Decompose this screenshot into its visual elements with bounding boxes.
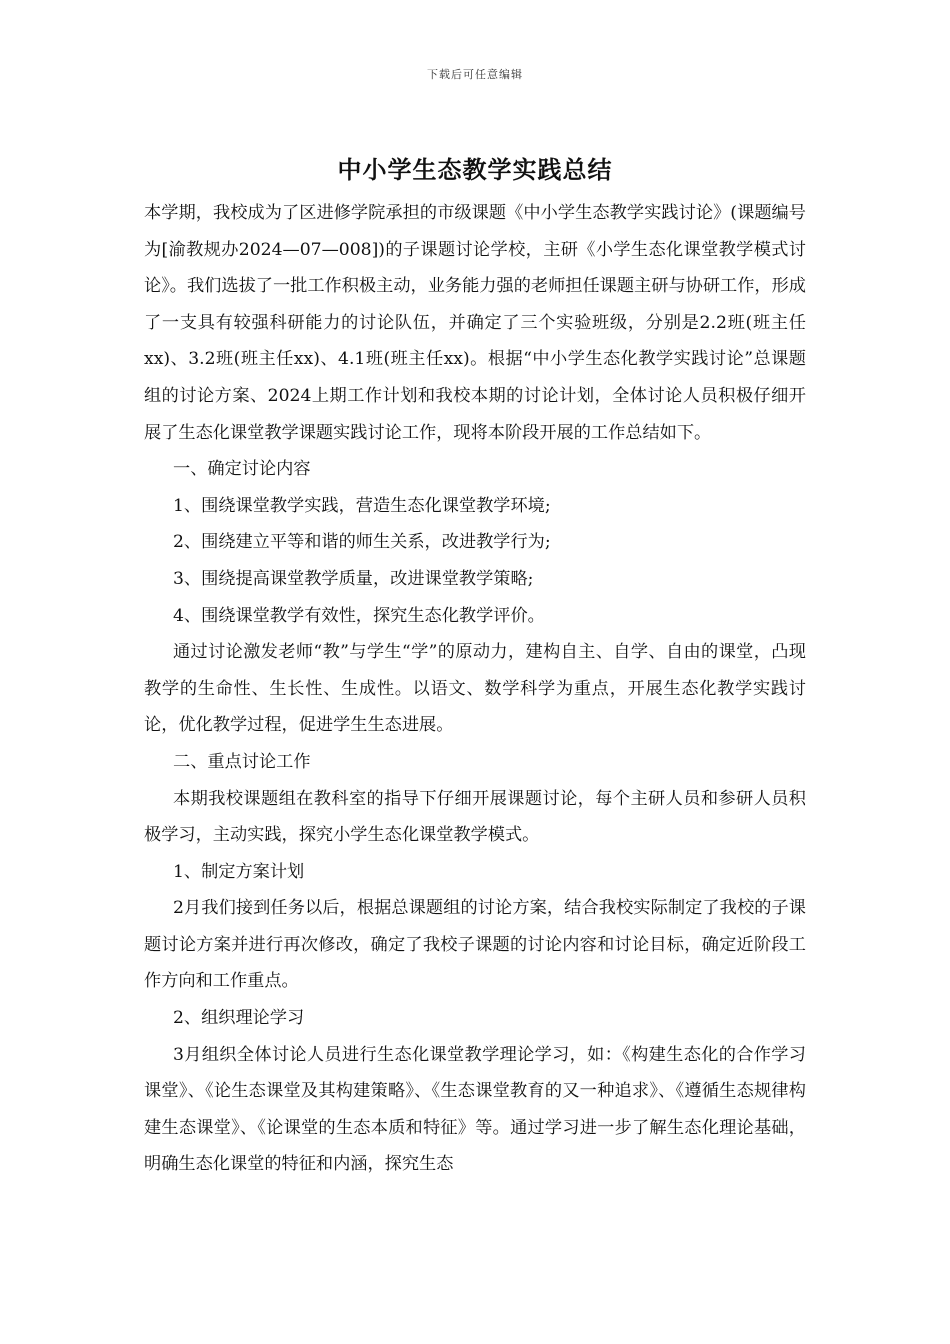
subsection-heading: 1、制定方案计划	[173, 861, 305, 882]
document-body	[144, 195, 806, 1183]
list-item: 3、围绕提高课堂教学质量，改进课堂教学策略;	[173, 568, 534, 589]
list-item: 2、围绕建立平等和谐的师生关系，改进教学行为;	[173, 532, 551, 553]
body-paragraph: 3月组织全体讨论人员进行生态化课堂教学理论学习，如：《构建生态化的合作学习课堂》、《论生态课堂及其构建策略》、《生态课堂教育的又一种追求》、《遵循生态规律构建生态课堂》、《论课堂的生态本质和特征》等。通过学习进一步了解生态化理论基础，明确生态化课堂的特征和内涵，探究生态	[144, 1044, 806, 1175]
body-paragraph: 2月我们接到任务以后，根据总课题组的讨论方案，结合我校实际制定了我校的子课题讨论方案并进行再次修改，确定了我校子课题的讨论内容和讨论目标，确定近阶段工作方向和工作重点。	[144, 898, 806, 992]
document-title: 中小学生态教学实践总结	[337, 155, 613, 184]
body-paragraph: 通过讨论激发老师“教”与学生“学”的原动力，建构自主、自学、自由的课堂，凸现教学的生命性、生长性、生成性。以语文、数学科学为重点，开展生态化教学实践讨论，优化教学过程，促进学生生态进展。	[144, 642, 806, 736]
header-note: 下载后可任意编辑	[427, 68, 523, 81]
subsection-heading: 2、组织理论学习	[173, 1008, 305, 1029]
section-heading-2: 二、重点讨论工作	[173, 751, 311, 772]
list-item: 1、围绕课堂教学实践，营造生态化课堂教学环境;	[173, 495, 551, 516]
list-item: 4、围绕课堂教学有效性，探究生态化教学评价。	[173, 605, 545, 626]
intro-paragraph: 本学期，我校成为了区进修学院承担的市级课题《中小学生态教学实践讨论》(课题编号为[渝教规办2024—07—008])的子课题讨论学校，主研《小学生态化课堂教学模式讨论》。我们选拔了一批工作积极主动，业务能力强的老师担任课题主研与协研工作，形成了一支具有较强科研能力的讨论队伍，并确定了三个实验班级，分别是2.2班(班主任xx)、3.2班(班主任xx)、4.1班(班主任xx)。根据“中小学生态化教学实践讨论”总课题组的讨论方案、2024上期工作计划和我校本期的讨论计划，全体讨论人员积极仔细开展了生态化课堂教学课题实践讨论工作，现将本阶段开展的工作总结如下。	[144, 203, 806, 443]
body-paragraph: 本期我校课题组在教科室的指导下仔细开展课题讨论，每个主研人员和参研人员积极学习，主动实践，探究小学生态化课堂教学模式。	[144, 788, 806, 846]
section-heading-1: 一、确定讨论内容	[173, 459, 311, 480]
